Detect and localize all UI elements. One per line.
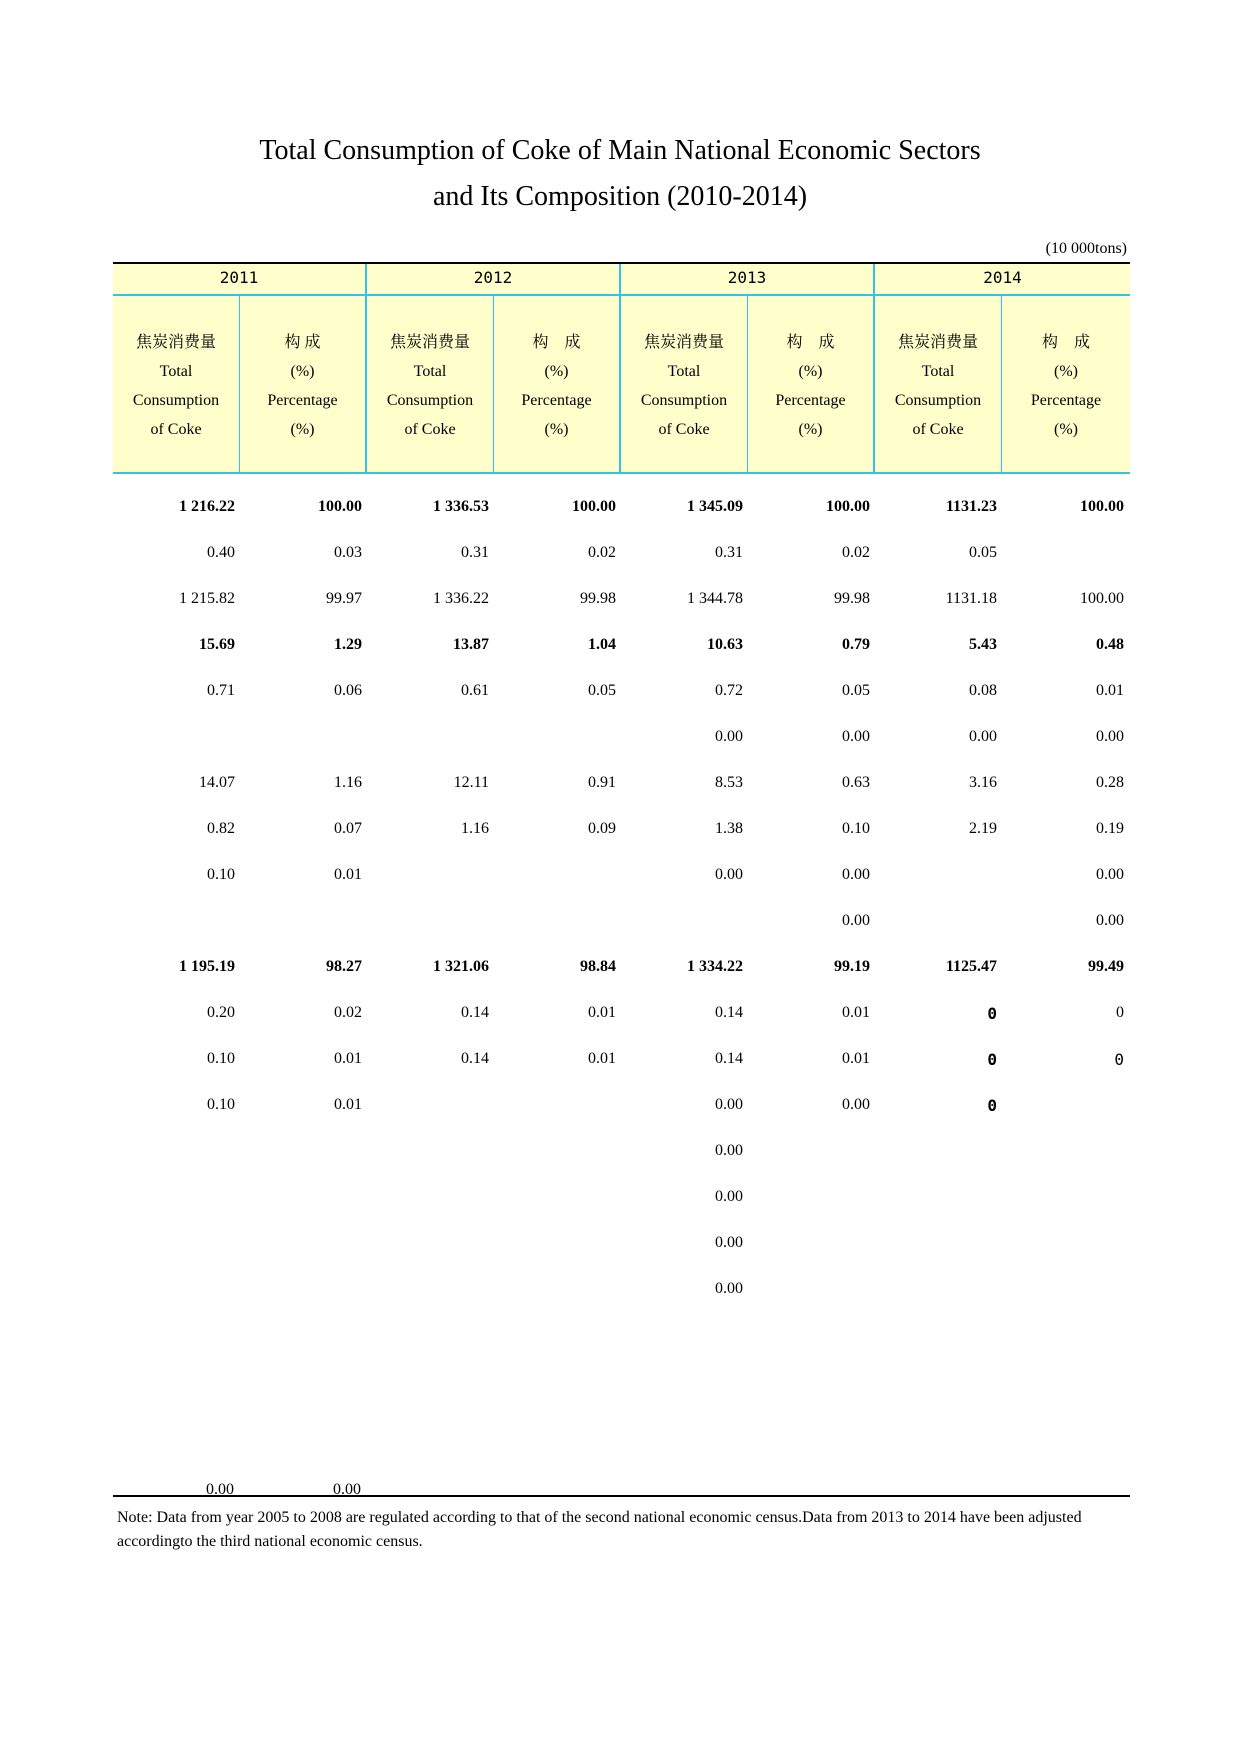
table-cell: 0.10 [207, 1096, 235, 1113]
table-cell: 0.00 [842, 866, 870, 883]
table-cell: 1 336.22 [433, 590, 489, 607]
table-cell: 0.00 [1096, 866, 1124, 883]
table-cell: 0.00 [715, 1142, 743, 1159]
sub-header-text: 构 成 [1041, 334, 1090, 351]
table-cell: 0 [987, 1095, 997, 1115]
table-cell: 0.79 [842, 636, 870, 653]
sub-header-text: Percentage [775, 392, 846, 409]
table-cell: 0.01 [334, 1050, 362, 1067]
sub-header-text: Total [159, 363, 193, 380]
table-cell: 0.31 [461, 544, 489, 561]
sub-header-text: of Coke [658, 421, 710, 438]
footnote: Note: Data from year 2005 to 2008 are regulated according to that of the second national economic census.Data from 2013 to 2014 have been adjusted accordingto the third national economic census. [117, 1509, 1082, 1550]
table-cell: 0 [1116, 1004, 1124, 1021]
table-cell: 1.16 [334, 774, 362, 791]
table-cell: 0.20 [207, 1004, 235, 1021]
table-cell: 0.82 [207, 820, 235, 837]
page-title-line1: Total Consumption of Coke of Main National Economic Sectors [259, 135, 981, 166]
table-row [113, 1266, 1130, 1312]
table-cell: 5.43 [969, 636, 997, 653]
table-cell: 1.16 [461, 820, 489, 837]
table-cell: 0.10 [207, 866, 235, 883]
table-cell: 1 336.53 [433, 498, 489, 515]
table-cell: 0 [1114, 1049, 1124, 1069]
table-cell: 0.00 [1096, 912, 1124, 929]
table-cell: 0.01 [334, 866, 362, 883]
table-cell: 8.53 [715, 774, 743, 791]
table-cell: 0 [987, 1003, 997, 1023]
table-cell: 99.97 [326, 590, 362, 607]
table-row [113, 944, 1130, 990]
table-cell: 0.00 [842, 728, 870, 745]
table-cell: 0.06 [334, 682, 362, 699]
table-cell: 1131.23 [945, 498, 997, 515]
table-cell: 0.63 [842, 774, 870, 791]
table-cell: 0.05 [969, 544, 997, 561]
table-cell: 99.49 [1088, 958, 1124, 975]
table-row [113, 806, 1130, 852]
table-cell: 0.02 [588, 544, 616, 561]
table-cell: 0.14 [461, 1050, 489, 1067]
table-row [113, 668, 1130, 714]
table-cell: 1 321.06 [433, 958, 489, 975]
table-cell: 0.01 [588, 1004, 616, 1021]
table-row [113, 990, 1130, 1036]
sub-header-text: 焦炭消费量 [135, 334, 216, 351]
table-cell: 0.01 [588, 1050, 616, 1067]
table-cell: 0.01 [334, 1096, 362, 1113]
sub-header-text: (%) [544, 363, 569, 380]
table-cell: 100.00 [826, 498, 870, 515]
table-cell: 99.98 [580, 590, 616, 607]
table-cell: 0.61 [461, 682, 489, 699]
sub-header-text: Total [413, 363, 447, 380]
sub-header-text: Percentage [521, 392, 592, 409]
sub-header-text: (%) [798, 421, 823, 438]
table-row [113, 484, 1130, 530]
table-cell: 0.00 [715, 1188, 743, 1205]
sub-header-text: (%) [544, 421, 569, 438]
table-cell: 0.00 [715, 1280, 743, 1297]
table-row [113, 1036, 1130, 1082]
sub-header-text: Consumption [386, 392, 474, 409]
table-cell: 0.09 [588, 820, 616, 837]
table-cell: 1 195.19 [179, 958, 235, 975]
sub-header-text: Percentage [267, 392, 338, 409]
table-cell: 0.00 [715, 1234, 743, 1251]
sub-header-text: (%) [290, 363, 315, 380]
sub-header-percentage-2014 [1002, 296, 1130, 472]
table-cell: 99.98 [834, 590, 870, 607]
table-cell: 0.05 [588, 682, 616, 699]
sub-header-text: (%) [1054, 363, 1078, 380]
table-cell: 0.07 [334, 820, 362, 837]
year-header-2014: 2014 [983, 268, 1022, 287]
table-row [113, 576, 1130, 622]
table-cell: 0.14 [715, 1004, 743, 1021]
sub-header-text: Total [921, 363, 955, 380]
table-cell: 1 344.78 [687, 590, 743, 607]
table-cell: 1.38 [715, 820, 743, 837]
table-cell: 0.10 [842, 820, 870, 837]
coke-consumption-table [113, 262, 1130, 1312]
table-cell: 1 334.22 [687, 958, 743, 975]
table-bottom-rule [113, 1495, 1130, 1497]
sub-header-text: Percentage [1030, 392, 1102, 409]
table-cell: 0.02 [842, 544, 870, 561]
table-cell: 1.04 [588, 636, 616, 653]
sub-header-text: 焦炭消费量 [389, 334, 470, 351]
table-cell: 0.00 [1096, 728, 1124, 745]
year-header-2013: 2013 [621, 264, 875, 294]
table-cell: 0.01 [1096, 682, 1124, 699]
table-cell: 0.48 [1096, 636, 1124, 653]
table-cell: 0.72 [715, 682, 743, 699]
table-cell: 0.01 [842, 1004, 870, 1021]
table-cell: 1 345.09 [687, 498, 743, 515]
sub-header-text: 焦炭消费量 [643, 334, 724, 351]
table-cell: 0.40 [207, 544, 235, 561]
table-cell: 10.63 [707, 636, 743, 653]
sub-header-consumption-2013 [621, 296, 748, 472]
sub-header-text: (%) [290, 421, 315, 438]
table-cell: 0.00 [715, 1096, 743, 1113]
table-cell: 0.00 [715, 866, 743, 883]
table-row [113, 852, 1130, 898]
sub-header-percentage-2013 [748, 296, 875, 472]
sub-header-text: Consumption [132, 392, 220, 409]
table-cell: 0.19 [1096, 820, 1124, 837]
table-cell: 0.02 [334, 1004, 362, 1021]
sub-header-consumption-2014 [875, 296, 1002, 472]
table-cell: 14.07 [199, 774, 235, 791]
table-cell: 15.69 [199, 636, 235, 653]
table-cell: 0.71 [207, 682, 235, 699]
table-cell: 3.16 [969, 774, 997, 791]
table-cell: 0.05 [842, 682, 870, 699]
sub-header-text: Consumption [894, 392, 982, 409]
table-cell: 0.00 [715, 728, 743, 745]
table-row [113, 1128, 1130, 1174]
table-cell: 100.00 [318, 498, 362, 515]
table-row [113, 622, 1130, 668]
table-cell: 99.19 [834, 958, 870, 975]
table-row [113, 1082, 1130, 1128]
table-cell: 100.00 [1080, 590, 1124, 607]
clipped-value: 0.00 [206, 1481, 234, 1494]
table-cell: 98.27 [326, 958, 362, 975]
sub-header-text: 构 成 [786, 334, 835, 351]
table-cell: 1131.18 [945, 590, 997, 607]
table-cell: 0.00 [842, 1096, 870, 1113]
table-cell: 0.00 [842, 912, 870, 929]
table-cell: 0.91 [588, 774, 616, 791]
table-row [113, 898, 1130, 944]
table-cell: 12.11 [453, 774, 489, 791]
sub-header-row [113, 296, 1130, 474]
table-cell: 0.08 [969, 682, 997, 699]
table-cell: 0 [987, 1049, 997, 1069]
sub-header-text: of Coke [912, 421, 964, 438]
sub-header-consumption-2012 [367, 296, 494, 472]
sub-header-text: 构 成 [532, 334, 581, 351]
table-cell: 1.29 [334, 636, 362, 653]
sub-header-text: 焦炭消费量 [897, 334, 978, 351]
sub-header-percentage-2011 [240, 296, 367, 472]
table-cell: 1125.47 [945, 958, 997, 975]
table-cell: 0.14 [715, 1050, 743, 1067]
table-cell: 0.00 [969, 728, 997, 745]
table-cell: 0.28 [1096, 774, 1124, 791]
year-header-2012: 2012 [367, 264, 621, 294]
table-cell: 100.00 [572, 498, 616, 515]
sub-header-text: (%) [798, 363, 823, 380]
table-row [113, 760, 1130, 806]
table-cell: 1 215.82 [179, 590, 235, 607]
sub-header-text: of Coke [150, 421, 202, 438]
year-header-row [113, 262, 1130, 296]
table-cell: 1 216.22 [179, 498, 235, 515]
table-row [113, 530, 1130, 576]
unit-label: (10 000tons) [1045, 240, 1127, 257]
table-cell: 100.00 [1080, 498, 1124, 515]
sub-header-text: 构 成 [284, 334, 321, 351]
sub-header-text: (%) [1054, 421, 1078, 438]
table-cell: 13.87 [453, 636, 489, 653]
table-cell: 0.10 [207, 1050, 235, 1067]
table-cell: 2.19 [969, 820, 997, 837]
table-row [113, 1220, 1130, 1266]
table-cell: 0.03 [334, 544, 362, 561]
clipped-value: 0.00 [333, 1481, 361, 1494]
year-header-2011: 2011 [113, 264, 367, 294]
sub-header-text: Total [667, 363, 701, 380]
sub-header-text: Consumption [640, 392, 728, 409]
sub-header-consumption-2011 [113, 296, 240, 472]
table-body [113, 484, 1130, 1312]
table-cell: 0.01 [842, 1050, 870, 1067]
sub-header-percentage-2012 [494, 296, 621, 472]
page-title-line2: and Its Composition (2010-2014) [432, 181, 808, 212]
table-cell: 0.14 [461, 1004, 489, 1021]
sub-header-text: of Coke [404, 421, 456, 438]
table-row [113, 714, 1130, 760]
table-cell: 98.84 [580, 958, 616, 975]
table-row [113, 1174, 1130, 1220]
table-cell: 0.31 [715, 544, 743, 561]
